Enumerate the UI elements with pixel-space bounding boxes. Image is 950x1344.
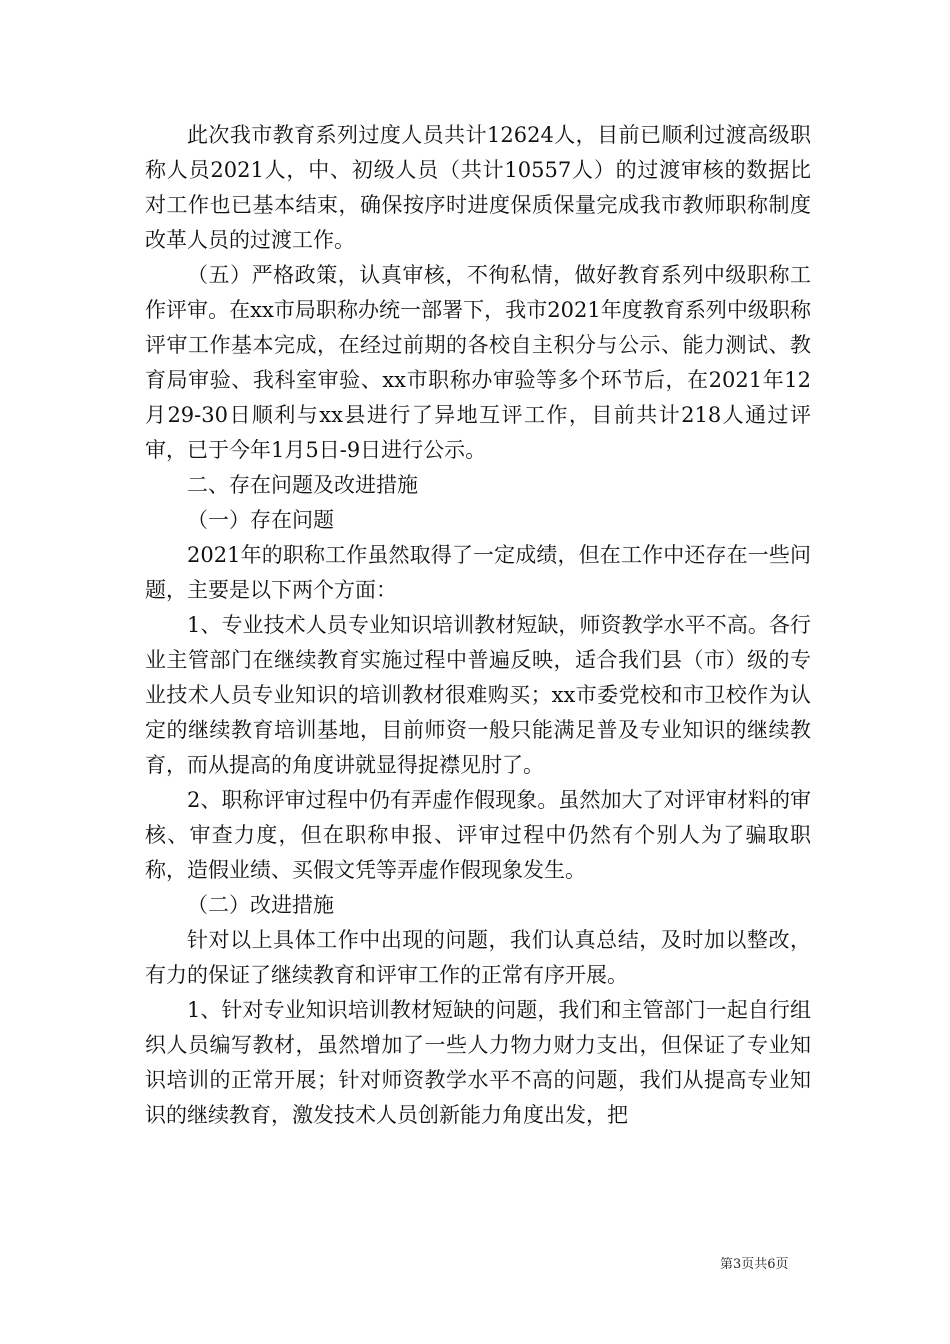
paragraph-problem-one: 1、专业技术人员专业知识培训教材短缺，师资教学水平不高。各行业主管部门在继续教育实施过程中普遍反映，适合我们县（市）级的专业技术人员专业知识的培训教材很难购买；xx市委党校和市卫校作为认定的继续教育培训基地，目前师资一般只能满足普及专业知识的继续教育，而从提高的角度讲就显得捉襟见肘了。 (145, 613, 811, 777)
paragraph-section-five: （五）严格政策，认真审核，不徇私情，做好教育系列中级职称工作评审。在xx市局职称办统一部署下，我市2021年度教育系列中级职称评审工作基本完成，在经过前期的各校自主积分与公示、能力测试、教育局审验、我科室审验、xx市职称办审验等多个环节后，在2021年12月29-30日顺利与xx县进行了异地互评工作，目前共计218人通过评审，已于今年1月5日-9日进行公示。 (145, 263, 811, 462)
heading-problems-and-measures: 二、存在问题及改进措施 (187, 473, 418, 497)
document-body (145, 118, 811, 1133)
page-number-footer: 第3页共6页 (720, 1257, 789, 1272)
paragraph-measure-one: 1、针对专业知识培训教材短缺的问题，我们和主管部门一起自行组织人员编写教材，虽然增加了一些人力物力财力支出，但保证了专业知识培训的正常开展；针对师资教学水平不高的问题，我们从提高专业知识的继续教育，激发技术人员创新能力角度出发，把 (145, 998, 811, 1127)
paragraph-problems-intro: 2021年的职称工作虽然取得了一定成绩，但在工作中还存在一些问题，主要是以下两个方面： (145, 543, 811, 602)
heading-improvement-measures: （二）改进措施 (187, 893, 334, 917)
paragraph-problem-two: 2、职称评审过程中仍有弄虚作假现象。虽然加大了对评审材料的审核、审查力度，但在职称申报、评审过程中仍然有个别人为了骗取职称，造假业绩、买假文凭等弄虚作假现象发生。 (145, 788, 811, 882)
heading-existing-problems: （一）存在问题 (187, 508, 334, 532)
paragraph-transition-summary: 此次我市教育系列过度人员共计12624人，目前已顺利过渡高级职称人员2021人，中、初级人员（共计10557人）的过渡审核的数据比对工作也已基本结束，确保按序时进度保质保量完成我市教师职称制度改革人员的过渡工作。 (145, 123, 811, 252)
paragraph-measures-intro: 针对以上具体工作中出现的问题，我们认真总结，及时加以整改，有力的保证了继续教育和评审工作的正常有序开展。 (145, 928, 811, 987)
